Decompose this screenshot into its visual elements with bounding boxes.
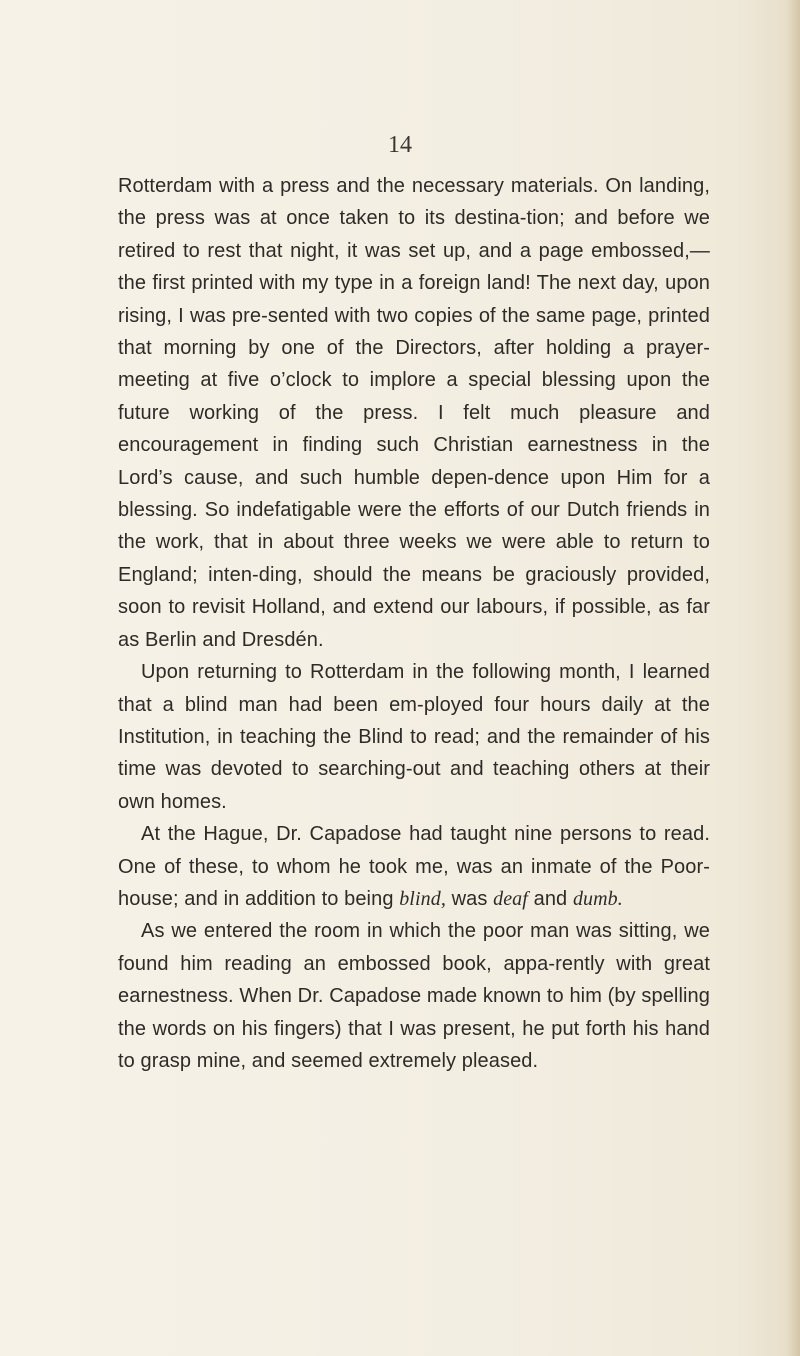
- paragraph-3-text-a: At the Hague, Dr. Capadose had taught nine persons to read. One of these, to whom he took me, was an inmate of the Poor-house; and in addition to being: [118, 823, 710, 910]
- body-text: [118, 170, 710, 1077]
- paragraph-4: As we entered the room in which the poor man was sitting, we found him reading an embossed book, appa-rently with great earnestness. When Dr. Capadose made known to him (by spelling the words on his fingers) that I was present, he put forth his hand to grasp mine, and seemed extremely pleased.: [118, 920, 710, 1072]
- page-edge-shadow: [786, 0, 800, 1356]
- paragraph-3: [118, 818, 710, 915]
- italic-word-dumb: dumb.: [572, 887, 623, 910]
- paragraph-2: Upon returning to Rotterdam in the following month, I learned that a blind man had been em-ployed four hours daily at the Institution, in teaching the Blind to read; and the remainder of his time was devoted to searching-out and teaching others at their own homes.: [118, 661, 710, 813]
- paragraph-3-text-c: and: [527, 887, 573, 910]
- paragraph-1: Rotterdam with a press and the necessary materials. On landing, the press was at once taken to its destina-tion; and before we retired to rest that night, it was set up, and a page embossed,—the first printed with my type in a foreign land! The next day, upon rising, I was pre-sented with two copies of the same page, printed that morning by one of the Directors, after holding a prayer-meeting at five o’clock to implore a special blessing upon the future working of the press. I felt much pleasure and encouragement in finding such Christian earnestness in the Lord’s cause, and such humble depen-dence upon Him for a blessing. So indefatigable were the efforts of our Dutch friends in the work, that in about three weeks we were able to return to England; inten-ding, should the means be graciously provided, soon to revisit Holland, and extend our labours, if possible, as far as Berlin and Dresdén.: [118, 175, 710, 651]
- page-number: 14: [388, 132, 412, 158]
- paragraph-3-text-b: was: [445, 887, 494, 910]
- italic-word-blind: blind,: [399, 887, 446, 910]
- italic-word-deaf: deaf: [493, 887, 528, 910]
